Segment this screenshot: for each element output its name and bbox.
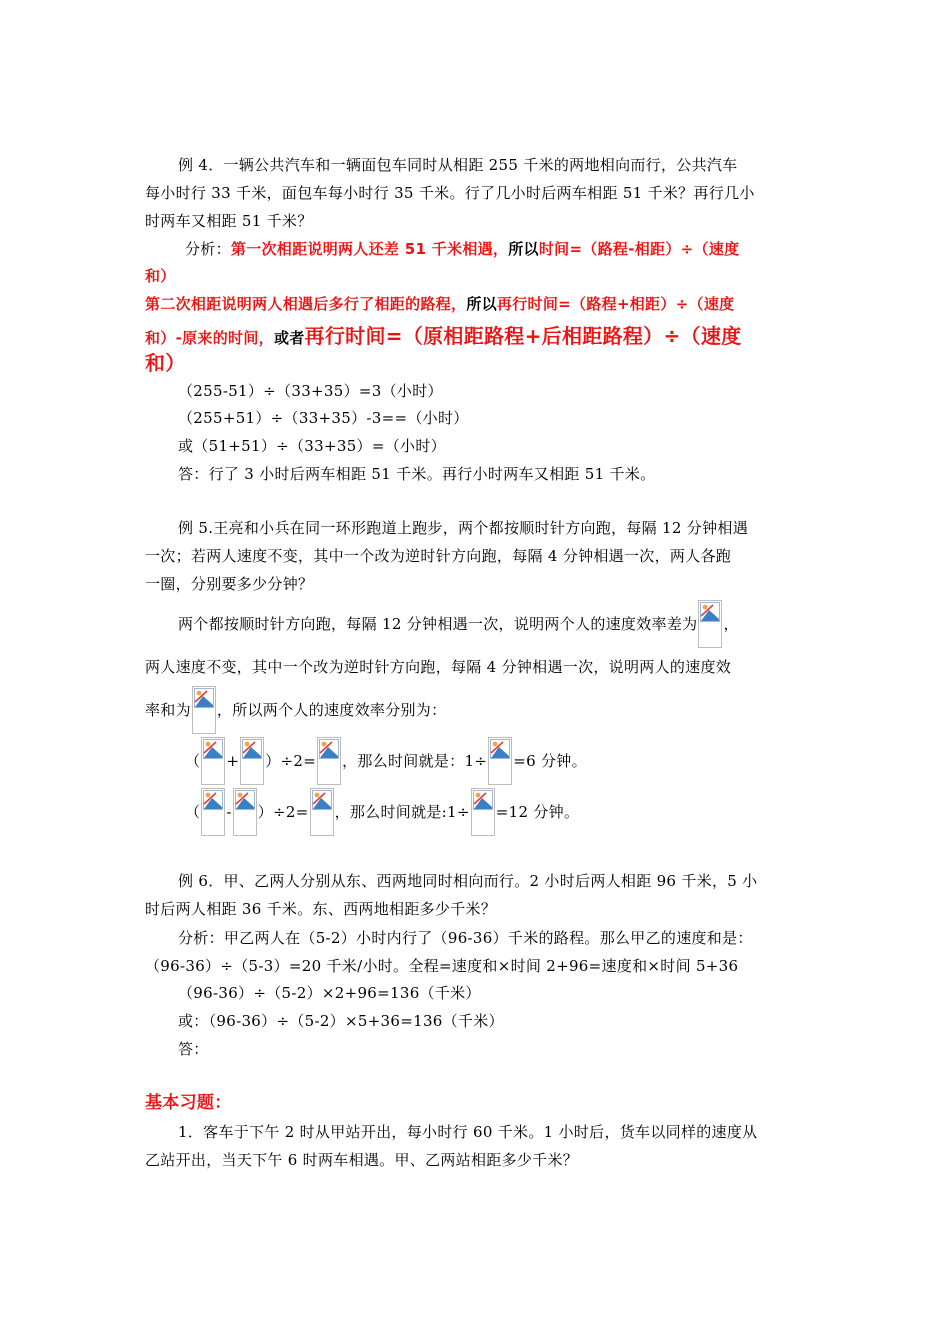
operator: ）÷2= [265,752,317,770]
question-1-line-2: 乙站开出，当天下午 6 时两车相遇。甲、乙两站相距多少千米？ [145,1151,579,1169]
paren: （ [185,752,201,770]
formula-text: =6 分钟。 [513,752,587,770]
broken-image-icon [488,737,512,785]
broken-image-icon [698,600,722,648]
question-1-line-1: 1．客车于下午 2 时从甲站开出，每小时行 60 千米。1 小时后，货车以同样的速度从 [178,1123,758,1141]
formula-text: ，那么时间就是：1÷ [342,752,488,770]
ex5-formula-1 [185,737,587,785]
ex5-line-1: 例 5.王亮和小兵在同一环形跑道上跑步，两个都按顺时针方向跑，每隔 12 分钟相遇 [178,519,749,537]
broken-image-icon [471,788,495,836]
ex5-para-1-text: 两个都按顺时针方向跑，每隔 12 分钟相遇一次，说明两个人的速度效率差为 [178,615,698,633]
ex4-analysis-5: 和） [145,351,186,375]
broken-image-icon [317,737,341,785]
ex4-calc-2: （255+51）÷（33+35）-3==（小时） [178,409,469,427]
analysis-formula: 再行时间=（路程+相距）÷（速度 [496,295,735,313]
ex6-line-5: （96-36）÷（5-2）×2+96=136（千米） [178,984,481,1002]
ex4-calc-1: （255-51）÷（33+35）=3（小时） [178,382,443,400]
ex5-para-3 [145,686,446,734]
operator: ）÷2= [257,803,309,821]
ex4-analysis-2: 和） [145,267,176,285]
analysis-label: 分析： [185,240,231,258]
broken-image-icon [192,686,216,734]
ex5-line-3: 一圈，分别要多少分钟？ [145,575,314,593]
ex5-para-3-text: ，所以两个人的速度效率分别为： [216,701,447,719]
broken-image-icon [233,788,257,836]
ex4-line-1: 例 4．一辆公共汽车和一辆面包车同时从相距 255 千米的两地相向而行，公共汽车 [178,156,738,174]
ex6-line-7: 答： [178,1040,209,1058]
ex4-line-3: 时两车又相距 51 千米？ [145,212,313,230]
ex6-line-3: 分析：甲乙两人在（5-2）小时内行了（96-36）千米的路程。那么甲乙的速度和是： [178,929,753,947]
ex6-line-2: 时后两人相距 36 千米。东、西两地相距多少千米？ [145,900,497,918]
punctuation: ， [723,615,739,633]
analysis-text: 第一次相距说明两人还差 51 千米相遇， [230,240,509,258]
ex4-analysis-4 [145,323,741,351]
broken-image-icon [201,737,225,785]
analysis-text: 第二次相距说明两人相遇后多行了相距的路程， [145,295,467,313]
ex4-line-2: 每小时行 33 千米，面包车每小时行 35 千米。行了几小时后两车相距 51 千米？再行几小 [145,184,755,202]
paren: （ [185,803,201,821]
ex6-line-1: 例 6．甲、乙两人分别从东、西两地同时相向而行。2 小时后两人相距 96 千米，5 小 [178,872,758,890]
broken-image-icon [201,788,225,836]
formula-text: ，那么时间就是:1÷ [334,803,470,821]
operator: + [226,752,240,770]
analysis-formula: 时间=（路程-相距）÷（速度 [538,240,740,258]
ex5-formula-2 [185,788,579,836]
analysis-connector: 或者 [273,329,305,347]
analysis-text: 和）-原来的时间， [145,329,274,347]
ex5-line-2: 一次；若两人速度不变，其中一个改为逆时针方向跑，每隔 4 分钟相遇一次，两人各跑 [145,547,732,565]
section-heading: 基本习题： [145,1093,232,1113]
ex4-analysis-3 [145,294,734,314]
ex6-line-4: （96-36）÷（5-3）=20 千米/小时。全程=速度和×时间 2+96=速度和×时间 5+36 [145,957,739,975]
ex5-para-1 [178,600,739,648]
ex6-line-6: 或：（96-36）÷（5-2）×5+36=136（千米） [178,1012,504,1030]
ex5-para-3-text: 率和为 [145,701,191,719]
broken-image-icon [240,737,264,785]
ex4-answer: 答：行了 3 小时后两车相距 51 千米。再行小时两车又相距 51 千米。 [178,465,656,483]
analysis-connector: 所以 [466,295,497,313]
operator: - [226,803,232,821]
formula-text: =12 分钟。 [495,803,580,821]
broken-image-icon [310,788,334,836]
ex5-para-2: 两人速度不变，其中一个改为逆时针方向跑，每隔 4 分钟相遇一次，说明两人的速度效 [145,658,732,676]
ex4-calc-3: 或（51+51）÷（33+35）=（小时） [178,437,446,455]
analysis-formula-large: 再行时间=（原相距路程+后相距路程）÷（速度 [304,324,742,348]
analysis-connector: 所以 [508,240,539,258]
ex4-analysis-1 [185,239,739,259]
